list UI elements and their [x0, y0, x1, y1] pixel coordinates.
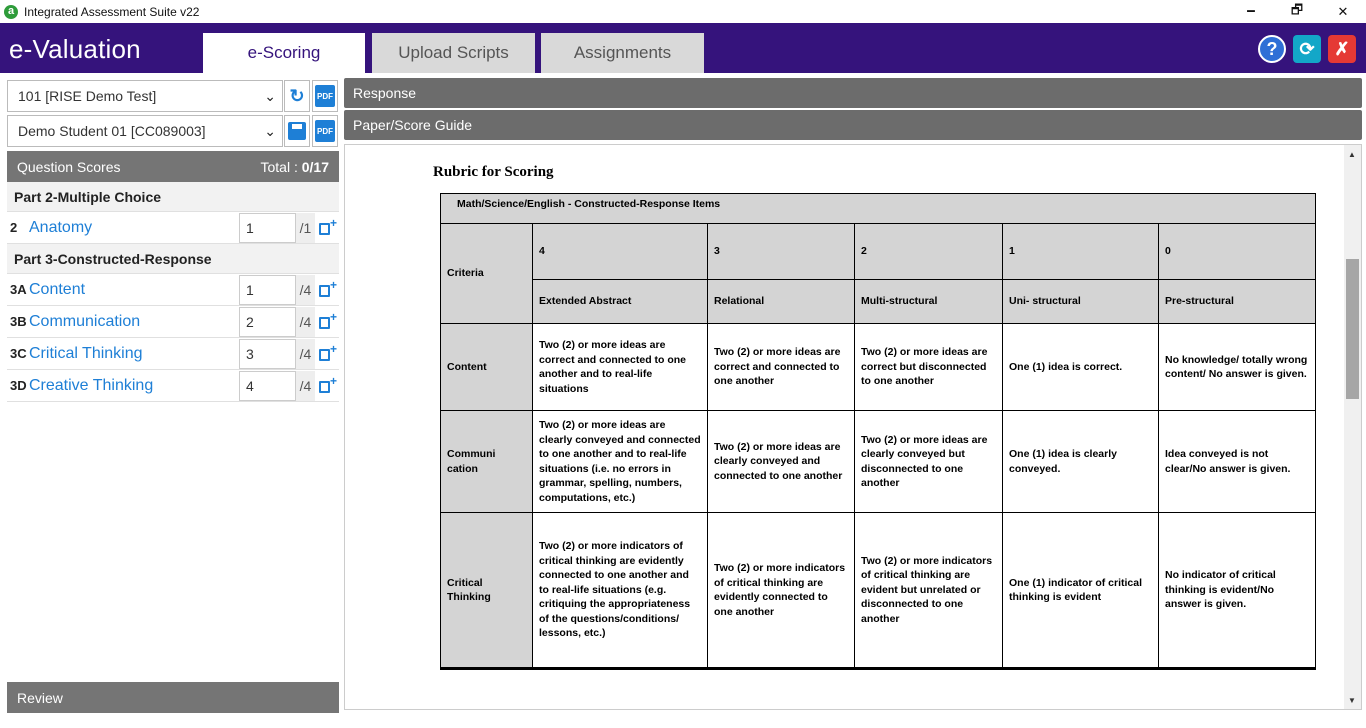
max-score: /1 [296, 213, 315, 243]
sync-icon[interactable]: ⟳ [1293, 35, 1321, 63]
criterion-label: Critical Thinking [441, 513, 533, 669]
question-scores-header [7, 151, 339, 182]
save-icon [288, 122, 306, 140]
level-header: 1 [1003, 224, 1159, 280]
level-name: Relational [708, 280, 855, 324]
score-input[interactable]: 1 [239, 213, 296, 243]
rubric-cell: One (1) idea is clearly conveyed. [1003, 411, 1159, 513]
question-number: 2 [10, 220, 18, 235]
rubric-subject-header: Math/Science/English - Constructed-Response Items [441, 194, 1316, 224]
rubric-cell: Idea conveyed is not clear/No answer is given. [1159, 411, 1316, 513]
question-name-link[interactable]: Content [29, 280, 86, 298]
rubric-title: Rubric for Scoring [433, 164, 554, 180]
question-number: 3B [10, 314, 27, 329]
header-actions [1258, 35, 1356, 63]
student-select-value: Demo Student 01 [CC089003] [18, 123, 206, 139]
window-controls [1228, 0, 1366, 23]
score-input[interactable]: 3 [239, 339, 296, 369]
question-name-link[interactable]: Creative Thinking [29, 376, 154, 394]
rubric-cell: Two (2) or more ideas are clearly conveyed and connected to one another [708, 411, 855, 513]
question-name-link[interactable]: Communication [29, 312, 141, 330]
rubric-cell: Two (2) or more ideas are clearly conveyed but disconnected to one another [855, 411, 1003, 513]
part-header: Part 2-Multiple Choice [7, 182, 339, 212]
total-label: Total : [260, 158, 298, 175]
rubric-cell: Two (2) or more indicators of critical thinking are evidently connected to one another [708, 513, 855, 669]
tab-assignments[interactable]: Assignments [541, 33, 704, 73]
score-guide-accordion[interactable]: Paper/Score Guide [344, 110, 1362, 140]
student-pdf-button[interactable] [312, 115, 338, 147]
rubric-cell: Two (2) or more indicators of critical thinking are evidently connected to one another and to real-life situations (e.g. critiquing the appropriateness of the questions/conditions/ lessons, etc.) [533, 513, 708, 669]
response-accordion[interactable]: Response [344, 78, 1362, 108]
exit-icon[interactable]: ✗ [1328, 35, 1356, 63]
rubric-cell: Two (2) or more ideas are correct and connected to one another [708, 324, 855, 411]
level-name: Multi-structural [855, 280, 1003, 324]
max-score: /4 [296, 371, 315, 401]
question-row [7, 306, 339, 338]
close-window-button[interactable]: ✕ [1337, 3, 1349, 19]
question-number: 3C [10, 346, 27, 361]
left-panel [7, 79, 339, 715]
total-value: 0/17 [301, 158, 329, 175]
question-row [7, 370, 339, 402]
add-note-icon[interactable]: + [318, 377, 336, 395]
add-note-icon[interactable]: + [318, 219, 336, 237]
part-header: Part 3-Constructed-Response [7, 244, 339, 274]
review-bar[interactable]: Review [7, 682, 339, 713]
score-guide-document [344, 144, 1362, 710]
level-header: 2 [855, 224, 1003, 280]
level-name: Pre-structural [1159, 280, 1316, 324]
student-select[interactable] [7, 115, 283, 147]
brand-title: e-Valuation [9, 34, 141, 64]
level-name: Extended Abstract [533, 280, 708, 324]
test-pdf-button[interactable] [312, 80, 338, 112]
question-row [7, 338, 339, 370]
rubric-cell: Two (2) or more ideas are clearly conveyed and connected to one another and to real-life situations (i.e. no errors in grammar, spelling, numbers, computations, etc.) [533, 411, 708, 513]
rubric-cell: Two (2) or more ideas are correct and connected to one another and to real-life situations [533, 324, 708, 411]
level-header: 4 [533, 224, 708, 280]
scroll-down-icon[interactable]: ▼ [1348, 696, 1356, 705]
question-number: 3A [10, 282, 27, 297]
question-row [7, 212, 339, 244]
rubric-cell: One (1) indicator of critical thinking is evident [1003, 513, 1159, 669]
add-note-icon[interactable]: + [318, 313, 336, 331]
add-note-icon[interactable]: + [318, 281, 336, 299]
rubric-cell: No knowledge/ totally wrong content/ No answer is given. [1159, 324, 1316, 411]
scroll-thumb[interactable] [1346, 259, 1359, 399]
window-titlebar [0, 0, 1366, 23]
score-input[interactable]: 2 [239, 307, 296, 337]
test-select-value: 101 [RISE Demo Test] [18, 88, 157, 104]
pdf-icon: PDF [315, 120, 335, 142]
max-score: /4 [296, 339, 315, 369]
score-input[interactable]: 4 [239, 371, 296, 401]
tab-upload-scripts[interactable]: Upload Scripts [372, 33, 535, 73]
rubric-cell: One (1) idea is correct. [1003, 324, 1159, 411]
refresh-icon: ↻ [289, 85, 305, 106]
scroll-up-icon[interactable]: ▲ [1348, 150, 1356, 159]
rubric-cell: Two (2) or more indicators of critical thinking are evident but unrelated or disconnected to one another [855, 513, 1003, 669]
rubric-table [440, 193, 1316, 670]
test-select[interactable] [7, 80, 283, 112]
tab-e-scoring[interactable]: e-Scoring [203, 33, 365, 73]
question-scores-label: Question Scores [17, 158, 121, 175]
pdf-icon: PDF [315, 85, 335, 107]
question-row [7, 274, 339, 306]
criteria-header: Criteria [441, 224, 533, 324]
refresh-button[interactable] [284, 80, 310, 112]
level-header: 0 [1159, 224, 1316, 280]
total-score [261, 159, 330, 175]
chevron-down-icon: ⌄ [264, 88, 276, 104]
help-icon[interactable]: ? [1258, 35, 1286, 63]
max-score: /4 [296, 275, 315, 305]
minimize-button[interactable]: 🗕 [1246, 1, 1256, 17]
max-score: /4 [296, 307, 315, 337]
document-scrollbar[interactable] [1344, 145, 1361, 709]
rubric-cell: Two (2) or more ideas are correct but disconnected to one another [855, 324, 1003, 411]
question-name-link[interactable]: Anatomy [29, 218, 93, 236]
rubric-cell: No indicator of critical thinking is evident/No answer is given. [1159, 513, 1316, 669]
maximize-button[interactable]: 🗗 [1290, 1, 1304, 17]
chevron-down-icon: ⌄ [264, 123, 276, 139]
question-number: 3D [10, 378, 27, 393]
add-note-icon[interactable]: + [318, 345, 336, 363]
app-header [0, 23, 1366, 73]
window-title: Integrated Assessment Suite v22 [24, 4, 200, 19]
level-name: Uni- structural [1003, 280, 1159, 324]
criterion-label: Content [441, 324, 533, 411]
question-name-link[interactable]: Critical Thinking [29, 344, 143, 362]
score-input[interactable]: 1 [239, 275, 296, 305]
criterion-label: Communi cation [441, 411, 533, 513]
level-header: 3 [708, 224, 855, 280]
save-button[interactable] [284, 115, 310, 147]
app-logo-icon: a [4, 5, 18, 19]
